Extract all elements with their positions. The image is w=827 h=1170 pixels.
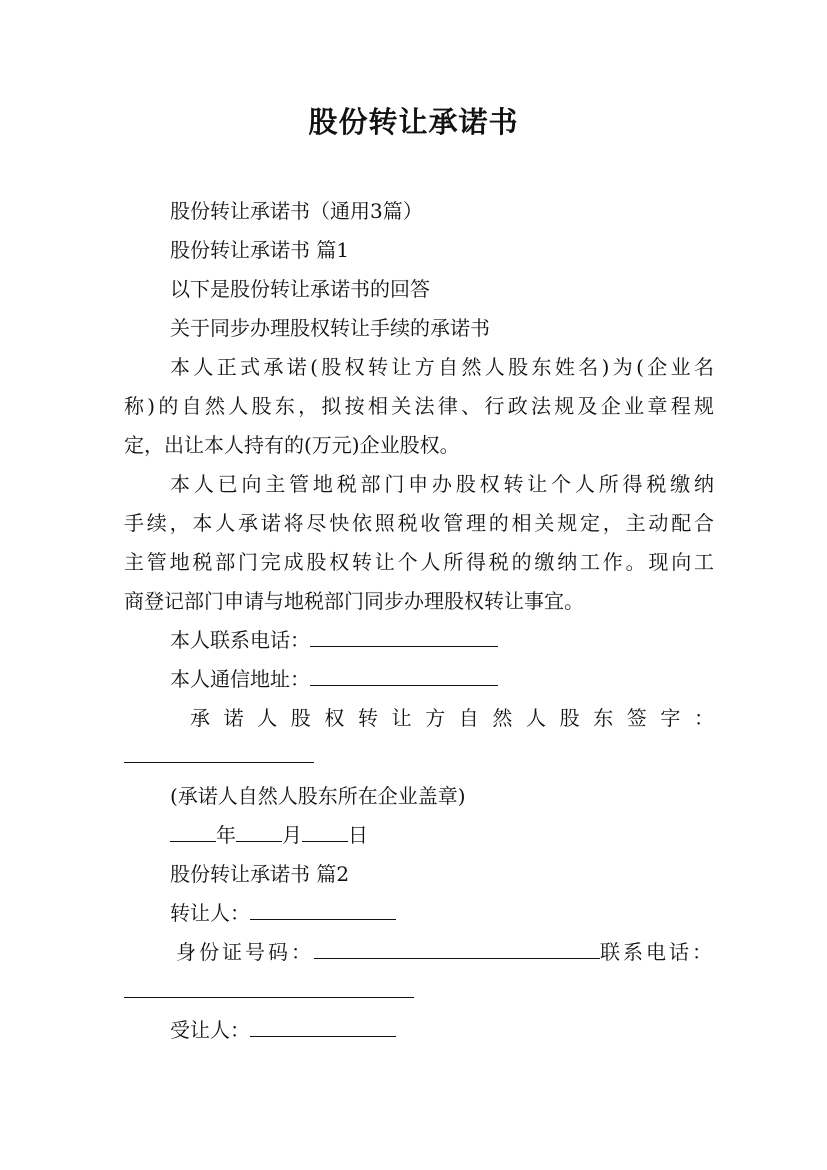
- phone-field-row: [170, 627, 760, 653]
- paragraph-2-line-2-text: 手续，本人承诺将尽快依照税收管理的相关规定，主动配合: [124, 511, 714, 535]
- transferee-blank: [250, 1018, 396, 1037]
- signature-blank-row: [124, 743, 714, 769]
- section-heading-2: 股份转让承诺书 篇2: [170, 862, 350, 886]
- paragraph-2-line-3: [124, 549, 714, 575]
- seal-note: (承诺人自然人股东所在企业盖章): [170, 784, 466, 808]
- document-title: 股份转让承诺书: [308, 105, 519, 139]
- signature-blank: [124, 744, 314, 763]
- paragraph-1-line-2: [124, 393, 714, 419]
- phone-blank: [310, 628, 498, 647]
- paragraph-1-line-2-text: 称)的自然人股东，拟按相关法律、行政法规及企业章程规: [124, 394, 714, 418]
- date-row: [170, 822, 760, 848]
- transferor-label: 转让人：: [170, 901, 250, 925]
- day-label: 日: [348, 823, 368, 847]
- year-label: 年: [216, 823, 236, 847]
- subtitle-line: 股份转让承诺书（通用3篇）: [170, 199, 423, 223]
- intro-line: 以下是股份转让承诺书的回答: [170, 277, 430, 301]
- paragraph-2-line-3-text: 主管地税部门完成股权转让个人所得税的缴纳工作。现向工: [124, 550, 714, 574]
- paragraph-2-line-2: [124, 510, 714, 536]
- month-label: 月: [282, 823, 302, 847]
- id-number-blank: [314, 940, 600, 959]
- transferor-row: [170, 900, 760, 926]
- paragraph-2-line-1: [170, 471, 714, 497]
- signature-label: 承诺人股权转让方自然人股东签字：: [190, 706, 714, 730]
- paragraph-1-line-1: [170, 354, 714, 380]
- id-number-label: 身份证号码：: [176, 940, 314, 964]
- section-heading-1: 股份转让承诺书 篇1: [170, 238, 350, 262]
- day-blank: [302, 823, 348, 842]
- phone-label: 本人联系电话：: [170, 628, 310, 652]
- id-phone-row: [176, 939, 714, 965]
- letter-heading: 关于同步办理股权转让手续的承诺书: [170, 316, 490, 340]
- month-blank: [236, 823, 282, 842]
- transferee-row: [170, 1017, 760, 1043]
- transferee-label: 受让人：: [170, 1018, 250, 1042]
- paragraph-1-line-3: 定，出让本人持有的(万元)企业股权。: [124, 433, 460, 457]
- contact-phone-label: 联系电话：: [600, 940, 715, 964]
- paragraph-2-line-1-text: 本人已向主管地税部门申办股权转让个人所得税缴纳: [170, 472, 714, 496]
- paragraph-1-line-1-text: 本人正式承诺(股权转让方自然人股东姓名)为(企业名: [170, 355, 714, 379]
- signature-row: [190, 705, 714, 731]
- transferor-blank: [250, 901, 396, 920]
- year-blank: [170, 823, 216, 842]
- address-blank: [310, 667, 498, 686]
- paragraph-2-line-4: 商登记部门申请与地税部门同步办理股权转让事宜。: [124, 589, 584, 613]
- address-label: 本人通信地址：: [170, 667, 310, 691]
- contact-phone-blank: [124, 979, 414, 998]
- contact-phone-blank-row: [124, 978, 714, 1004]
- address-field-row: [170, 666, 760, 692]
